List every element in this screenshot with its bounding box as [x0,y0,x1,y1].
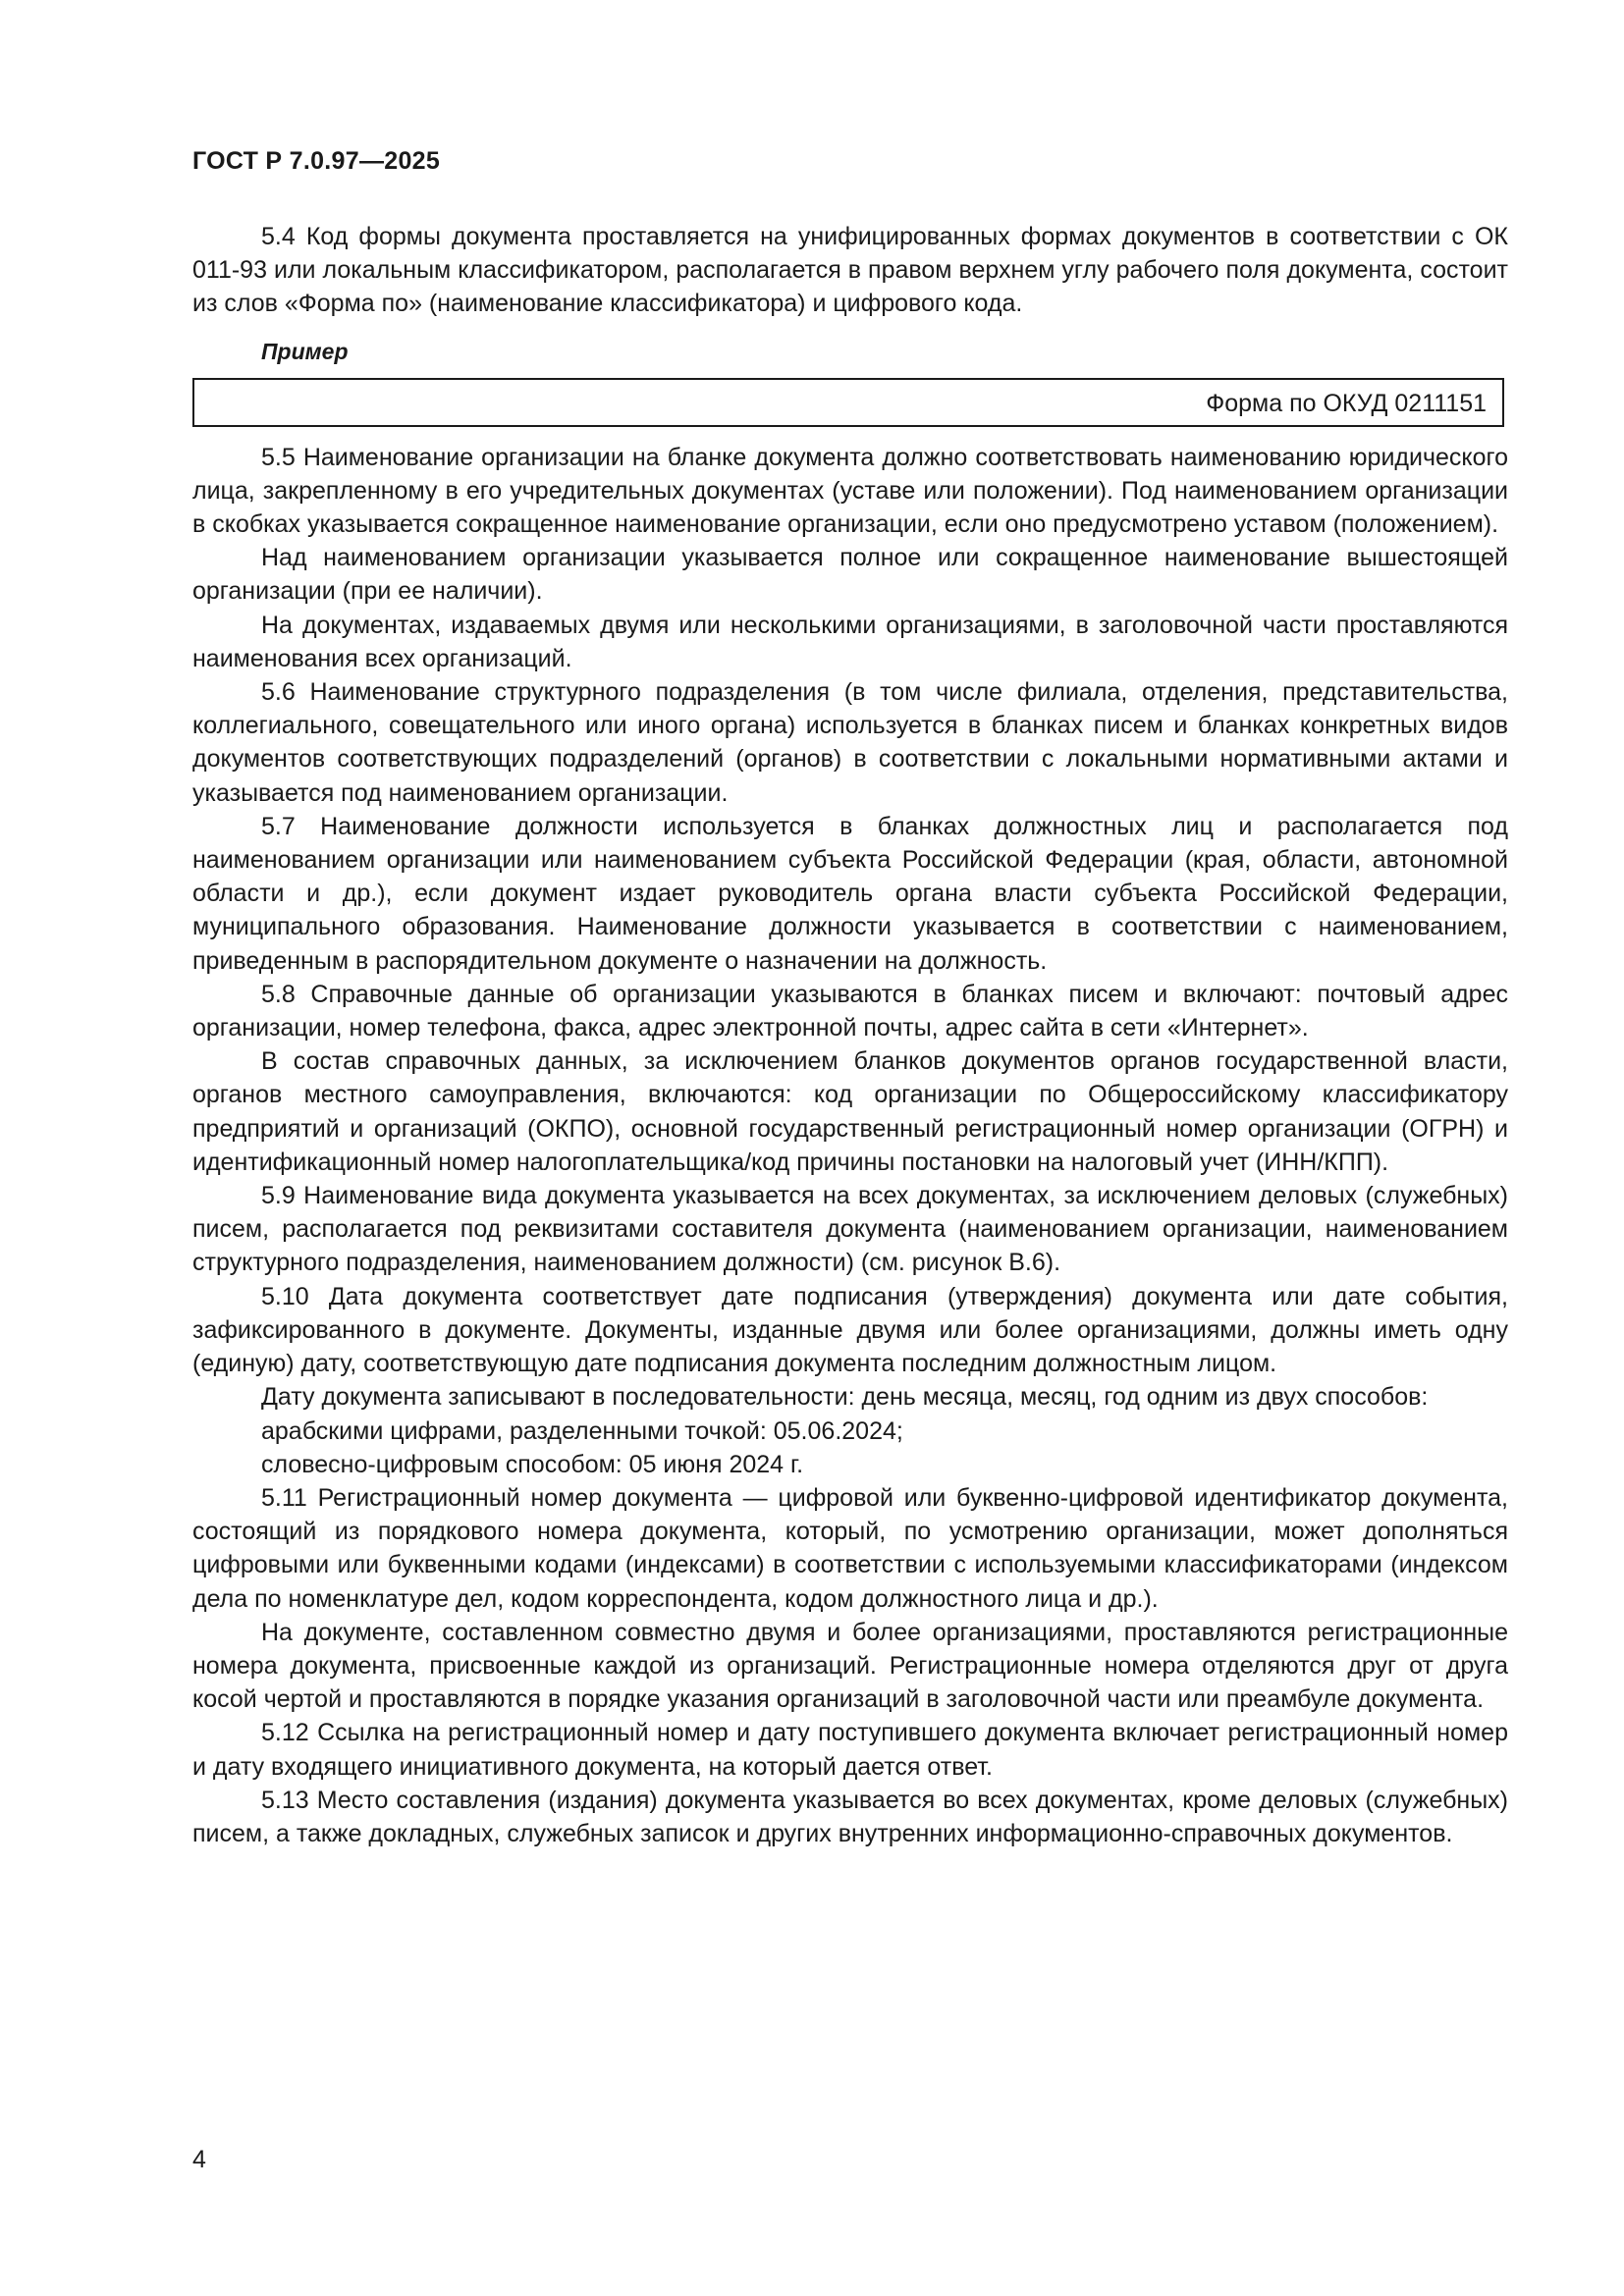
paragraph-5-5: 5.5 Наименование организации на бланке документа должно соответствовать наименованию юридического лица, закрепленному в его учредительных документах (уставе или положении). Под наименованием организации в скобках указывается сокращенное наименование организации, если оно предусмотрено уставом (положением). [192,443,1508,539]
paragraph-5-9: 5.9 Наименование вида документа указывается на всех документах, за исключением деловых (служебных) писем, располагается под реквизитами составителя документа (наименованием организации, наименованием структурного подразделения, наименованием должности) (см. рисунок В.6). [192,1182,1508,1277]
page-number: 4 [192,2146,206,2173]
example-form-code-box [192,378,1504,427]
paragraph-5-4: 5.4 Код формы документа проставляется на унифицированных формах документов в соответствии с ОК 011-93 или локальным классификатором, располагается в правом верхнем углу рабочего поля документа, состоит из слов «Форма по» (наименование классификатора) и цифрового кода. [192,223,1508,318]
paragraph-5-8-reference-data: В состав справочных данных, за исключением бланков документов органов государственной власти, органов местного самоуправления, включаются: код организации по Общероссийскому классификатору предприятий и организаций (ОКПО), основной государственный регистрационный номер организации (ОГРН) и идентификационный номер налогоплательщика/код причины постановки на налоговый учет (ИНН/КПП). [192,1047,1508,1176]
paragraph-5-7: 5.7 Наименование должности используется в бланках должностных лиц и располагается под наименованием организации или наименованием субъекта Российской Федерации (края, области, автономной области и др.), если документ издает руководитель органа власти субъекта Российской Федерации, муниципального образования. Наименование должности указывается в соответствии с наименованием, приведенным в распорядительном документе о назначении на должность. [192,812,1508,975]
paragraph-5-13: 5.13 Место составления (издания) документа указывается во всех документах, кроме деловых (служебных) писем, а также докладных, служебных записок и других внутренних информационно-справочных документов. [192,1786,1508,1847]
paragraph-5-5-higher-org: Над наименованием организации указывается полное или сокращенное наименование вышестоящей организации (при ее наличии). [192,544,1508,606]
paragraph-5-10-verbal-digital: словесно-цифровым способом: 05 июня 2024 г. [261,1450,804,1478]
paragraph-5-10: 5.10 Дата документа соответствует дате подписания (утверждения) документа или дате события, зафиксированного в документе. Документы, изданные двумя или более организациями, должны иметь одну (единую) дату, соответствующую дате подписания документа последним должностным лицом. [192,1282,1508,1378]
paragraph-5-8: 5.8 Справочные данные об организации указываются в бланках писем и включают: почтовый адрес организации, номер телефона, факса, адрес электронной почты, адрес сайта в сети «Интернет». [192,980,1508,1042]
example-label: Пример [261,338,349,364]
paragraph-5-6: 5.6 Наименование структурного подразделения (в том числе филиала, отделения, представительства, коллегиального, совещательного или иного органа) используется в бланках писем и бланках конкретных видов документов соответствующих подразделений (органов) в соответствии с локальными нормативными актами и указывается под наименованием организации. [192,678,1508,807]
form-code-text: Форма по ОКУД 0211151 [1206,389,1487,417]
document-body [192,220,1508,1850]
paragraph-5-5-joint-docs: На документах, издаваемых двумя или несколькими организациями, в заголовочной части проставляются наименования всех организаций. [192,611,1508,672]
paragraph-5-10-arabic-digits: арабскими цифрами, разделенными точкой: 05.06.2024; [261,1416,903,1445]
paragraph-5-10-date-order: Дату документа записывают в последовательности: день месяца, месяц, год одним из двух способов: [261,1383,1429,1412]
paragraph-5-11: 5.11 Регистрационный номер документа — цифровой или буквенно-цифровой идентификатор документа, состоящий из порядкового номера документа, который, по усмотрению организации, может дополняться цифровыми или буквенными кодами (индексами) в соответствии с используемыми классификаторами (индексом дела по номенклатуре дел, кодом корреспондента, кодом должностного лица и др.). [192,1483,1508,1613]
paragraph-5-12: 5.12 Ссылка на регистрационный номер и дату поступившего документа включает регистрационный номер и дату входящего инициативного документа, на который дается ответ. [192,1719,1508,1781]
standard-header: ГОСТ Р 7.0.97—2025 [192,147,441,175]
paragraph-5-11-joint-registration: На документе, составленном совместно двумя и более организациями, проставляются регистрационные номера документа, присвоенные каждой из организаций. Регистрационные номера отделяются друг от друга косой чертой и проставляются в порядке указания организаций в заголовочной части или преамбуле документа. [192,1618,1508,1714]
